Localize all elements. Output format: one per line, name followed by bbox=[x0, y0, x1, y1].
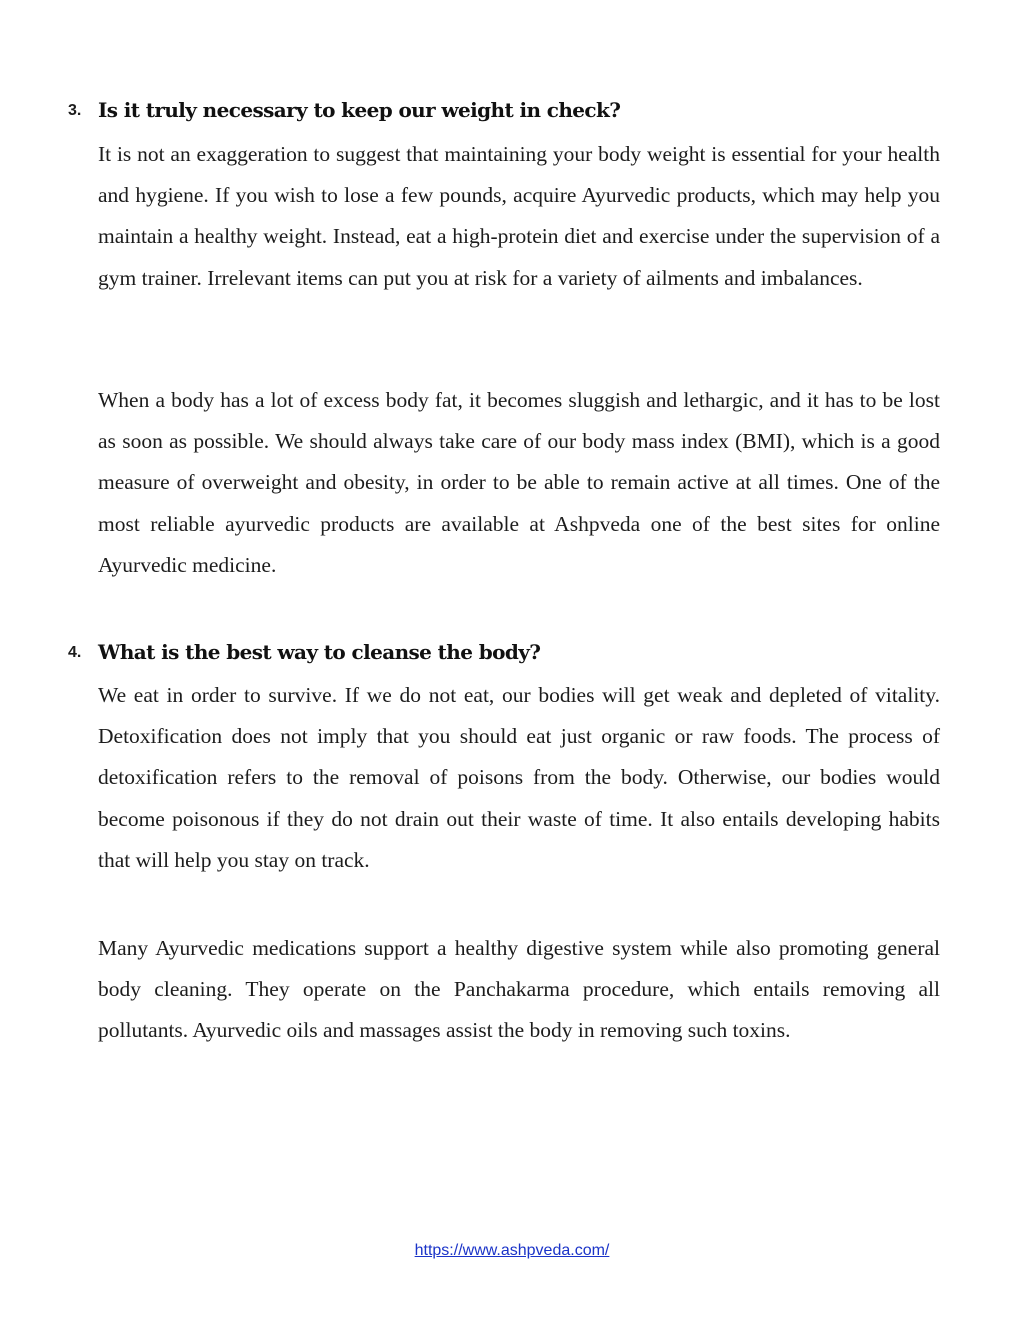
footer-website-link[interactable]: https://www.ashpveda.com/ bbox=[414, 1242, 610, 1259]
paragraph: It is not an exaggeration to suggest that maintaining your body weight is essential for your health and hygiene. If you wish to lose a few pounds, acquire Ayurvedic products, which may help you maintain a healthy weight. Instead, eat a high-protein diet and exercise under the supervision of a gym trainer. Irrelevant items can put you at risk for a variety of ailments and imbalances. bbox=[98, 142, 940, 290]
section-number: 4. bbox=[68, 644, 82, 661]
section-heading-row bbox=[0, 98, 1024, 128]
paragraph: We eat in order to survive. If we do not eat, our bodies will get weak and depleted of vitality. Detoxification does not imply that you should eat just organic or raw foods. The process of detoxification refers to the removal of poisons from the body. Otherwise, our bodies would become poisonous if they do not drain out their waste of time. It also entails developing habits that will help you stay on track. bbox=[98, 683, 940, 872]
section-heading: Is it truly necessary to keep our weight in check? bbox=[98, 98, 621, 122]
paragraph: When a body has a lot of excess body fat, it becomes sluggish and lethargic, and it has to be lost as soon as possible. We should always take care of our body mass index (BMI), which is a good measure of overweight and obesity, in order to be able to remain active at all times. One of the most reliable ayurvedic products are available at Ashpveda one of the best sites for online Ayurvedic medicine. bbox=[98, 388, 940, 577]
section-number: 3. bbox=[68, 102, 82, 119]
section-heading: What is the best way to cleanse the body? bbox=[98, 640, 541, 664]
section-3 bbox=[0, 98, 1024, 128]
section-heading-row bbox=[0, 640, 1024, 670]
paragraph: Many Ayurvedic medications support a healthy digestive system while also promoting general body cleaning. They operate on the Panchakarma procedure, which entails removing all pollutants. Ayurvedic oils and massages assist the body in removing such toxins. bbox=[98, 936, 940, 1043]
section-4 bbox=[0, 640, 1024, 670]
